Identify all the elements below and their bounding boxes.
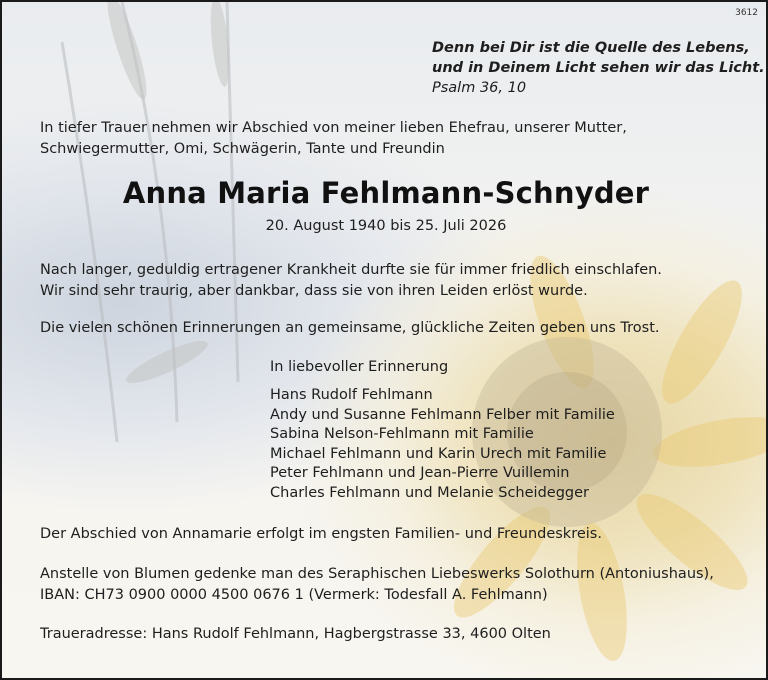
mourner: Andy und Susanne Fehlmann Felber mit Familie	[270, 406, 615, 423]
verse-line-1: Denn bei Dir ist die Quelle des Lebens,	[432, 40, 750, 56]
memory-heading: In liebevoller Erinnerung	[270, 359, 449, 375]
ad-code: 3612	[735, 8, 758, 18]
mourning-address: Traueradresse: Hans Rudolf Fehlmann, Hagbergstrasse 33, 4600 Olten	[40, 626, 551, 642]
bible-verse	[432, 38, 765, 98]
donation-line-1: Anstelle von Blumen gedenke man des Seraphischen Liebeswerks Solothurn (Antoniushaus),	[40, 566, 714, 582]
mourner: Peter Fehlmann und Jean-Pierre Vuillemin	[270, 465, 570, 481]
farewell-text: Der Abschied von Annamarie erfolgt im engsten Familien- und Freundeskreis.	[40, 526, 602, 542]
message-line-2: Wir sind sehr traurig, aber dankbar, dass sie von ihren Leiden erlöst wurde.	[40, 283, 588, 299]
mourner: Michael Fehlmann und Karin Urech mit Familie	[270, 445, 607, 462]
mourner: Hans Rudolf Fehlmann	[270, 387, 433, 403]
intro-line-1: In tiefer Trauer nehmen wir Abschied von meiner lieben Ehefrau, unserer Mutter,	[40, 120, 627, 136]
mourner: Charles Fehlmann und Melanie Scheidegger	[270, 484, 589, 501]
life-dates: 20. August 1940 bis 25. Juli 2026	[265, 218, 507, 234]
donation-line-2: IBAN: CH73 0900 0000 4500 0676 1 (Vermerk: Todesfall A. Fehlmann)	[40, 587, 548, 603]
comfort-text: Die vielen schönen Erinnerungen an gemeinsame, glückliche Zeiten geben uns Trost.	[40, 320, 660, 336]
message-text	[40, 260, 662, 302]
mourners-list	[270, 386, 615, 503]
mourner: Sabina Nelson-Fehlmann mit Familie	[270, 426, 534, 442]
verse-source: Psalm 36, 10	[432, 80, 527, 96]
deceased-name: Anna Maria Fehlmann-Schnyder	[122, 176, 650, 210]
message-line-1: Nach langer, geduldig ertragener Krankheit durfte sie für immer friedlich einschlafen.	[40, 262, 662, 278]
verse-line-2: und in Deinem Licht sehen wir das Licht.	[432, 60, 765, 76]
intro-line-2: Schwiegermutter, Omi, Schwägerin, Tante und Freundin	[40, 141, 445, 157]
intro-text	[40, 118, 627, 160]
donation-text	[40, 564, 714, 606]
